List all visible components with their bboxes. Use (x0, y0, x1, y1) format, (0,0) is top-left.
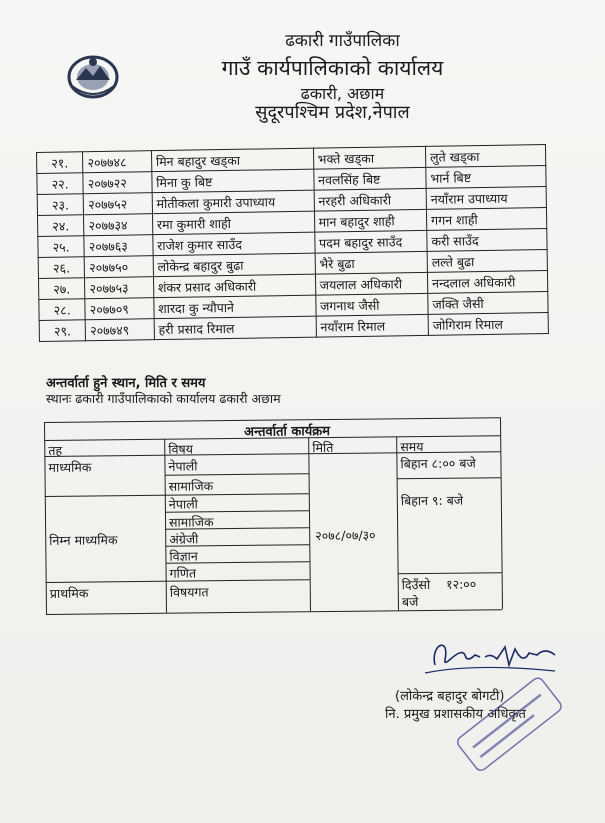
name-cell: मिन बहादुर खड्का (151, 148, 313, 172)
header-address: ढकारी, अछाम (300, 84, 385, 103)
subject-cell: अंग्रेजी (169, 531, 199, 547)
father-cell: पदम बहादुर साउँद (314, 230, 427, 253)
grandfather-cell: लुते खड्का (425, 144, 545, 167)
table-border (397, 477, 501, 479)
level-primary: प्राथमिक (49, 585, 89, 601)
roll-cell: २०७७३४ (84, 214, 153, 236)
level-secondary: माध्यमिक (48, 459, 92, 475)
venue-heading: अन्तर्वार्ता हुने स्थान, मिति र समय (46, 376, 206, 391)
time-lower-secondary: बिहान ९: बजे (400, 492, 464, 509)
serial-cell: २७. (38, 278, 85, 300)
serial-cell: २९. (39, 320, 86, 342)
father-cell: नवलसिंह बिष्ट (313, 167, 426, 190)
father-cell: भैरे बुढा (315, 251, 428, 274)
grandfather-cell: नन्दलाल अधिकारी (427, 270, 547, 293)
name-cell: शंकर प्रसाद अधिकारी (153, 274, 315, 298)
grandfather-cell: लल्ते बुढा (427, 249, 547, 272)
grandfather-cell: भार्न बिष्ट (426, 165, 546, 188)
grandfather-cell: गगन शाही (426, 207, 546, 230)
roll-cell: २०७७६३ (84, 235, 153, 257)
header-date: मिति (312, 439, 334, 456)
header-level: तह (48, 442, 63, 458)
subject-cell: नेपाली (168, 496, 198, 512)
subject-cell: विज्ञान (169, 548, 198, 564)
name-cell: लोकेन्द्र बहादुर बुढा (153, 253, 315, 277)
roll-cell: २०७७२२ (83, 172, 152, 194)
roll-cell: २०७७५३ (85, 277, 154, 299)
table-border (164, 439, 167, 613)
header-province: सुदूरपश्चिम प्रदेश,नेपाल (255, 102, 410, 123)
subject-cell: विषयगत (169, 584, 209, 600)
name-cell: मिना कु बिष्ट (152, 169, 314, 193)
father-cell: मान बहादुर शाही (314, 209, 427, 232)
signature-icon (405, 625, 575, 685)
serial-cell: २२. (37, 173, 84, 195)
roll-cell: २०७७४९ (86, 319, 155, 341)
father-cell: नरहरी अधिकारी (314, 188, 427, 211)
header-municipality: ढकारी गाउँपालिका (285, 31, 400, 51)
name-cell: शारदा कु न्यौपाने (154, 295, 316, 319)
signatory-title: नि. प्रमुख प्रशासकीय अधिकृत (385, 707, 526, 722)
serial-cell: २१. (37, 152, 84, 174)
roll-cell: २०७७५० (85, 256, 154, 278)
serial-cell: २८. (39, 299, 86, 321)
schedule-title: अन्तर्वार्ता कार्यक्रम (244, 424, 331, 440)
header-time: समय (400, 439, 424, 455)
time-primary: दिउँसो १२:०० (401, 576, 477, 593)
candidate-table (36, 144, 549, 342)
serial-cell: २६. (38, 257, 85, 279)
name-cell: हरी प्रसाद रिमाल (154, 316, 316, 340)
serial-cell: २४. (37, 215, 84, 237)
serial-cell: २५. (38, 236, 85, 258)
father-cell: जयलाल अधिकारी (315, 272, 428, 295)
father-cell: नयाँराम रिमाल (316, 314, 429, 337)
level-lower-secondary: निम्न माध्यमिक (49, 532, 118, 548)
subject-cell: सामाजिक (168, 514, 214, 530)
header-office: गाउँ कार्यपालिकाको कार्यालय (221, 56, 444, 80)
venue-text: स्थानः ढकारी गाउँपालिकाको कार्यालय ढकारी अछाम (46, 391, 281, 406)
subject-cell: नेपाली (168, 458, 198, 474)
time-secondary: बिहान ८:०० बजे (400, 455, 476, 472)
father-cell: जगनाथ जैसी (315, 293, 428, 316)
table-border (46, 609, 502, 615)
roll-cell: २०७७०९ (85, 298, 154, 320)
father-cell: भक्ते खड्का (313, 146, 426, 169)
serial-cell: २३. (37, 194, 84, 216)
name-cell: राजेश कुमार साउँद (153, 232, 315, 256)
name-cell: रमा कुमारी शाही (152, 211, 314, 235)
table-border (44, 422, 47, 614)
table-border (500, 417, 503, 609)
grandfather-cell: जोगिराम रिमाल (428, 312, 548, 335)
table-border (308, 437, 311, 611)
roll-cell: २०७७४८ (83, 151, 152, 173)
subject-cell: सामाजिक (168, 478, 214, 494)
time-primary-suffix: बजे (401, 594, 419, 610)
grandfather-cell: जक्ति जैसी (428, 291, 548, 314)
name-cell: मोतीकला कुमारी उपाध्याय (152, 190, 314, 214)
schedule-table (44, 417, 502, 614)
signatory-name: (लोकेन्द्र बहादुर बोगटी) (395, 689, 505, 704)
table-border (396, 436, 399, 610)
interview-date: २०७८/०७/३० (315, 527, 376, 544)
grandfather-cell: नयाँराम उपाध्याय (426, 186, 546, 209)
roll-cell: २०७७५२ (84, 193, 153, 215)
grandfather-cell: करी साउँद (427, 228, 547, 251)
subject-cell: गणित (169, 565, 197, 581)
header-subject: विषय (168, 441, 194, 457)
table-border (398, 572, 502, 574)
